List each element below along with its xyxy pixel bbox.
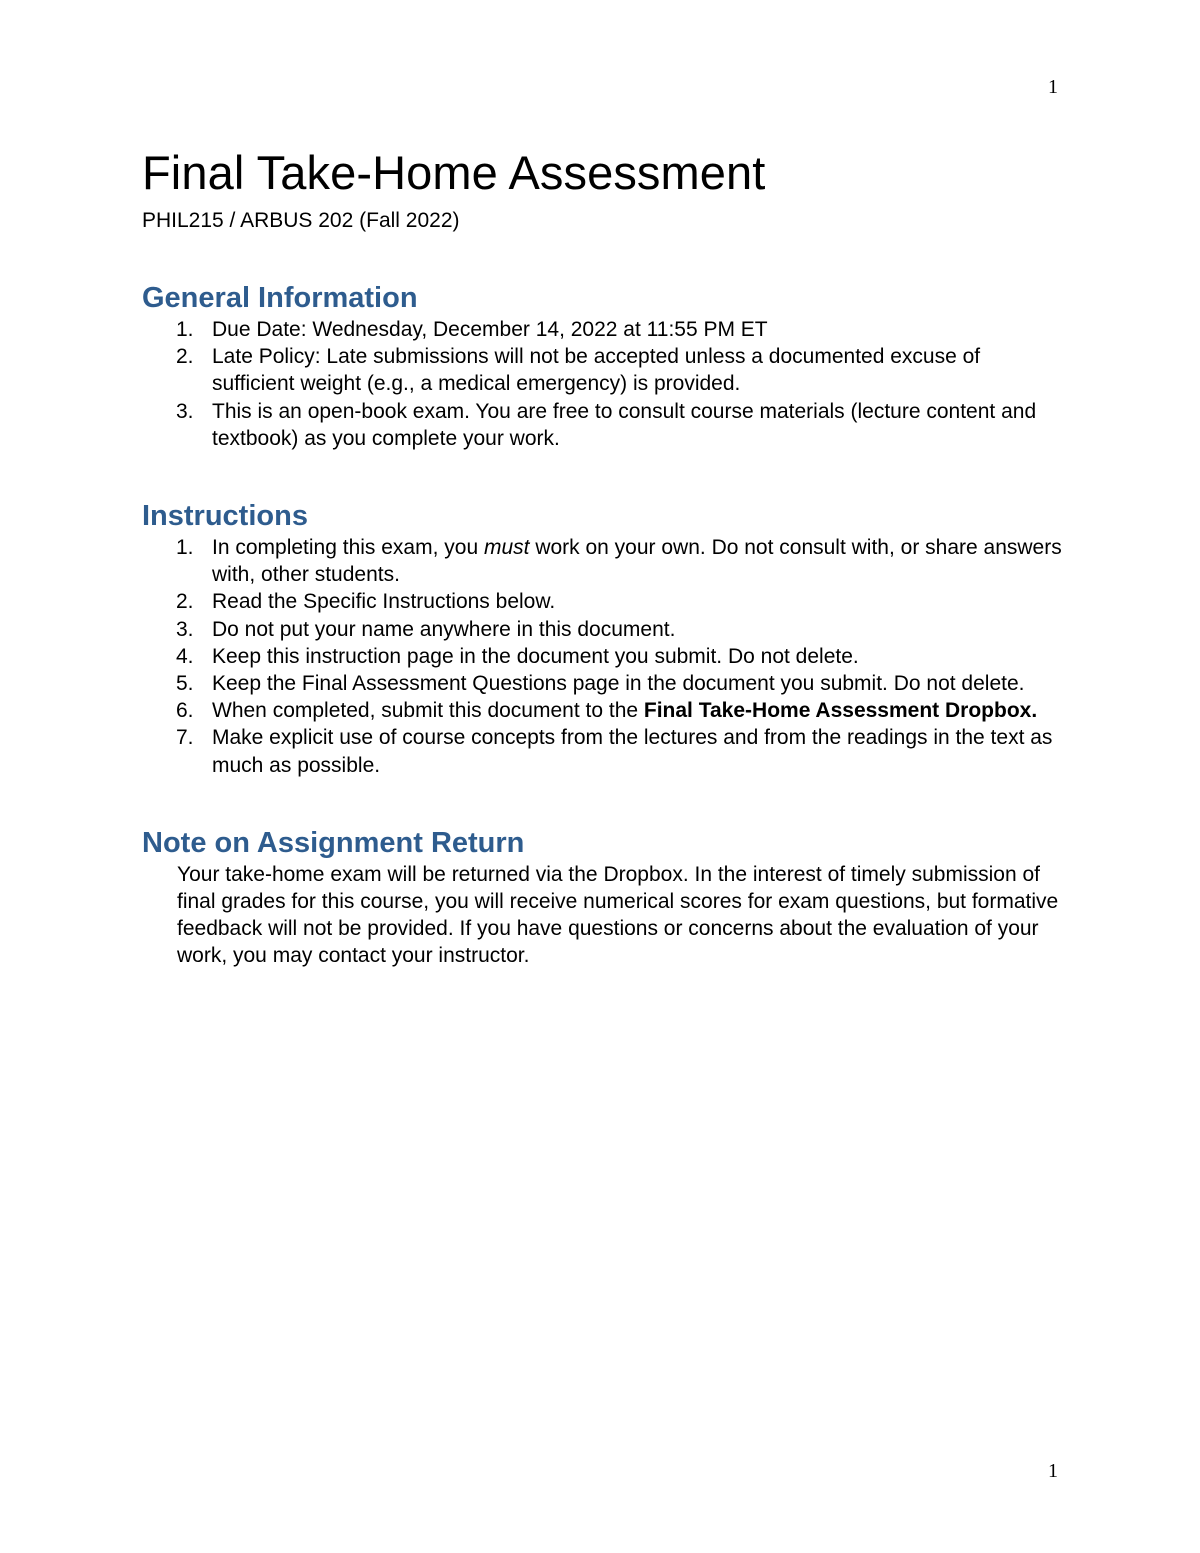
list-item-text: Read the Specific Instructions below.: [212, 590, 556, 614]
list-item-text: Keep this instruction page in the document you submit. Do not delete.: [212, 644, 859, 668]
list-number: 5.: [176, 672, 194, 696]
list-number: 6.: [176, 699, 194, 723]
section-heading-general-information: General Information: [142, 282, 418, 314]
list-number: 2.: [176, 590, 194, 614]
list-item: [142, 343, 1062, 397]
list-item: [142, 616, 1062, 643]
list-number: 7.: [176, 726, 194, 750]
emphasized-text: must: [483, 536, 530, 560]
instructions-list: [142, 534, 1062, 779]
list-item-text: Late Policy: Late submissions will not be accepted unless a documented excuse of sufficient weight (e.g., a medical emergency) is provided.: [212, 345, 981, 396]
document-subtitle: PHIL215 / ARBUS 202 (Fall 2022): [142, 209, 460, 232]
list-item-text-start: When completed, submit this document to the: [212, 699, 644, 723]
list-item-text: Due Date: Wednesday, December 14, 2022 at 11:55 PM ET: [212, 318, 768, 341]
list-item: [142, 588, 1062, 615]
list-number: 3.: [176, 399, 194, 423]
assignment-return-paragraph: Your take-home exam will be returned via the Dropbox. In the interest of timely submission of final grades for this course, you will receive numerical scores for exam questions, but formative feedback will not be provided. If you have questions or concerns about the evaluation of your work, you may contact your instructor.: [177, 862, 1059, 968]
document-body: [142, 140, 1062, 970]
list-number: 1.: [176, 536, 194, 560]
list-item: [142, 534, 1062, 588]
list-item: [142, 316, 1062, 343]
list-number: 3.: [176, 617, 194, 641]
section-heading-assignment-return: Note on Assignment Return: [142, 826, 525, 859]
list-number: 2.: [176, 345, 194, 369]
list-item-text-end: work on your own. Do not consult with, or share answers with, other students.: [212, 536, 1062, 587]
list-item-text: This is an open-book exam. You are free to consult course materials (lecture content and textbook) as you complete your work.: [212, 399, 1037, 450]
list-item-text: Do not put your name anywhere in this document.: [212, 617, 676, 641]
list-item-text-start: In completing this exam, you: [212, 536, 484, 560]
list-item: [142, 724, 1062, 778]
page-number-header: 1: [1048, 76, 1058, 98]
section-heading-instructions: Instructions: [142, 500, 308, 533]
list-number: 4.: [176, 644, 194, 668]
list-item: [142, 697, 1062, 724]
list-item: [142, 643, 1062, 670]
list-item: [142, 398, 1062, 452]
list-item-text: Keep the Final Assessment Questions page in the document you submit. Do not delete.: [212, 672, 1025, 696]
general-information-list: [142, 316, 1062, 452]
document-title: Final Take-Home Assessment: [142, 146, 766, 199]
list-item: [142, 670, 1062, 697]
page-number-footer: 1: [1048, 1460, 1058, 1482]
list-item-text: Make explicit use of course concepts from the lectures and from the readings in the text as much as possible.: [212, 726, 1053, 777]
dropbox-name: Final Take-Home Assessment Dropbox.: [643, 699, 1038, 723]
list-number: 1.: [176, 318, 194, 341]
